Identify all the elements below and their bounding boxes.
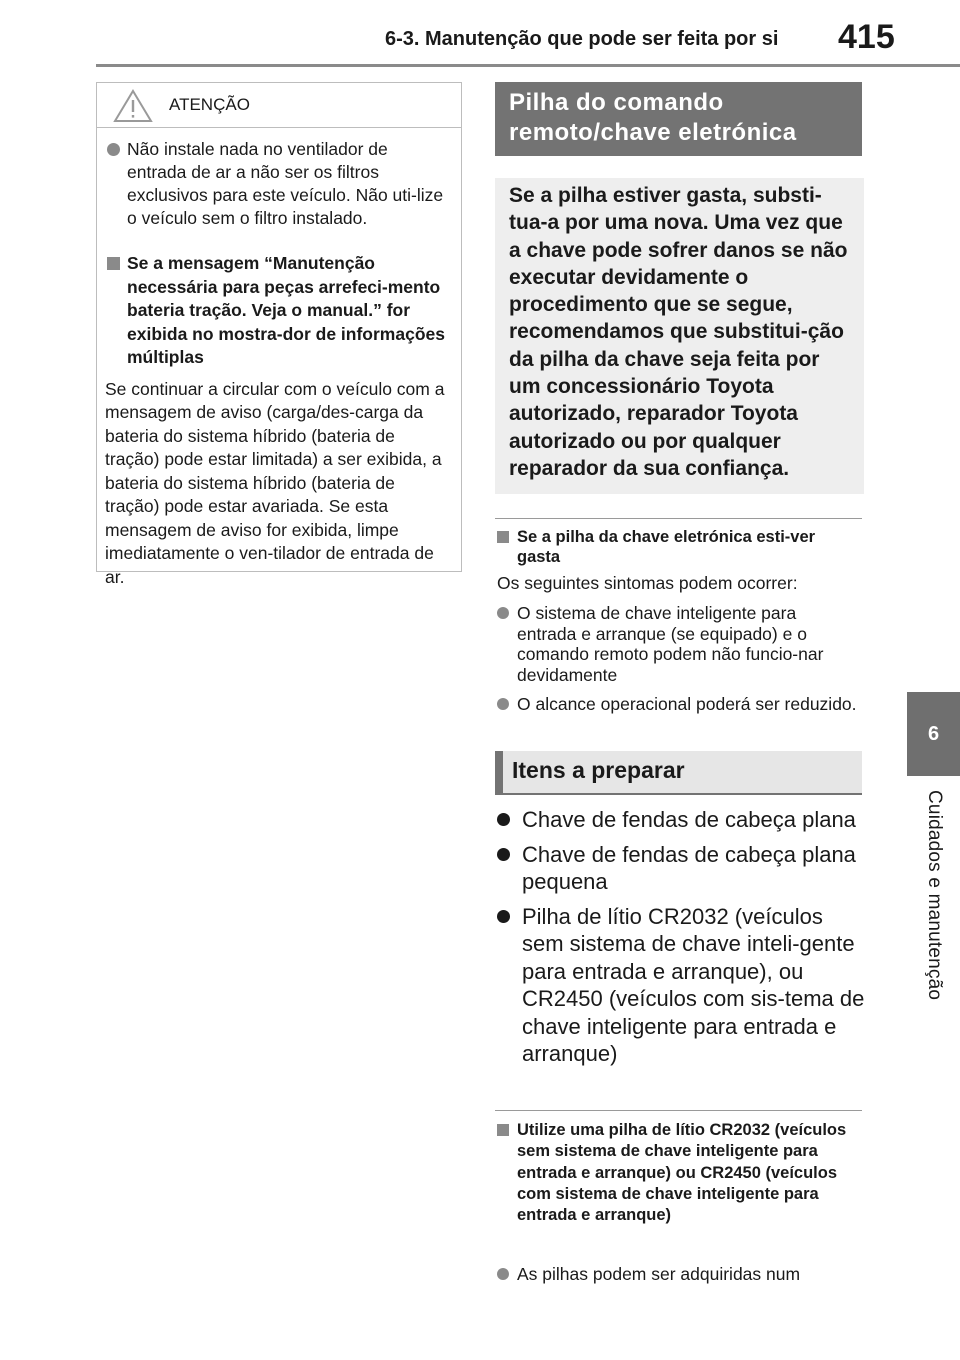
square-bullet-icon [497, 531, 509, 543]
symptoms-lead: Os seguintes sintomas podem ocorrer: [497, 573, 798, 593]
section-heading-items-text: Itens a preparar [512, 757, 685, 783]
section-heading-line2: remoto/chave eletrónica [509, 119, 797, 146]
list-item [497, 806, 867, 834]
heading-accent-bar [495, 751, 503, 793]
subsection-divider [495, 1110, 862, 1111]
page-number: 415 [838, 18, 895, 56]
bullet-dot-icon [497, 607, 509, 619]
list-item [497, 841, 867, 896]
bullet-dot-icon [107, 143, 120, 156]
chapter-tab[interactable] [907, 692, 960, 776]
symptom-text: O sistema de chave inteligente para entrada e arranque (se equipado) e o comando remoto podem não funcio-nar devidamente [517, 603, 824, 685]
list-item-text: Pilha de lítio CR2032 (veículos sem sistema de chave inteli-gente para entrada e arranque), ou CR2450 (veículos com sis-tema de chave inteligente para entrada e arranque) [522, 903, 865, 1066]
purchase-text: As pilhas podem ser adquiridas num [517, 1264, 801, 1284]
square-bullet-icon [107, 257, 120, 270]
symptom-item [497, 603, 859, 685]
header-divider [96, 64, 960, 67]
caution-title: ATENÇÃO [169, 95, 250, 114]
caution-body [97, 128, 461, 589]
items-list [497, 806, 867, 1075]
section-intro-box: Se a pilha estiver gasta, substi-tua-a por uma nova. Uma vez que a chave pode sofrer danos se não executar devidamente o procedimento que se segue, recomendamos que substitui-ção da pilha da chave seja feita por um concessionário Toyota autorizado, reparador Toyota autorizado ou por qualquer reparador da sua confiança. [495, 178, 864, 494]
chapter-label-text: Cuidados e manutenção [924, 790, 945, 1001]
bullet-dot-icon [497, 910, 510, 923]
caution-header [97, 83, 461, 128]
section-heading-items [495, 751, 862, 795]
chapter-number: 6 [927, 722, 940, 745]
bullet-dot-icon [497, 1268, 509, 1280]
caution-bullet-text: Não instale nada no ventilador de entrada de ar a não ser os filtros exclusivos para este veículo. Não uti-lize o veículo sem o filtro instalado. [127, 139, 444, 228]
subsection-title-battery-type [497, 1120, 859, 1226]
bullet-dot-icon [497, 848, 510, 861]
symptom-item [497, 694, 859, 715]
section-heading-line1: Pilha do comando [509, 89, 724, 116]
chapter-label [909, 790, 959, 1030]
bullet-dot-icon [497, 698, 509, 710]
warning-triangle-icon [113, 89, 153, 123]
square-bullet-icon [497, 1124, 509, 1136]
list-item-text: Chave de fendas de cabeça plana [522, 807, 856, 832]
caution-paragraph: Se continuar a circular com o veículo com a mensagem de aviso (carga/des-carga da bateria do sistema híbrido (bateria de tração) pode estar limitada) a ser exibida, a bateria do sistema híbrido (bateria de tração) pode estar avariada. Se esta mensagem de aviso for exibida, limpe imediatamente o ven-tilador de entrada de ar. [105, 378, 445, 587]
caution-subheading-text: Se a mensagem “Manutenção necessária para peças arrefeci-mento bateria tração. Veja o manual.” for exibida no mostra-dor de informações múltiplas [127, 253, 445, 367]
subsection-title-text: Utilize uma pilha de lítio CR2032 (veículos sem sistema de chave inteligente para entrada e arranque) ou CR2450 (veículos com sistema de chave inteligente para entrada e arranque) [517, 1121, 847, 1225]
subsection-title-dead-battery [497, 527, 859, 567]
caution-box [96, 82, 462, 587]
purchase-item [497, 1264, 859, 1285]
caution-bullet [105, 138, 451, 230]
list-item [497, 903, 867, 1068]
list-item-text: Chave de fendas de cabeça plana pequena [522, 841, 856, 894]
caution-subheading [105, 252, 451, 370]
subsection-divider [495, 518, 862, 519]
symptom-text: O alcance operacional poderá ser reduzido. [517, 694, 857, 714]
subsection-title-text: Se a pilha da chave eletrónica esti-ver gasta [517, 528, 816, 566]
bullet-dot-icon [497, 813, 510, 826]
running-header: 6-3. Manutenção que pode ser feita por si [385, 28, 779, 50]
section-heading-battery [495, 82, 862, 156]
